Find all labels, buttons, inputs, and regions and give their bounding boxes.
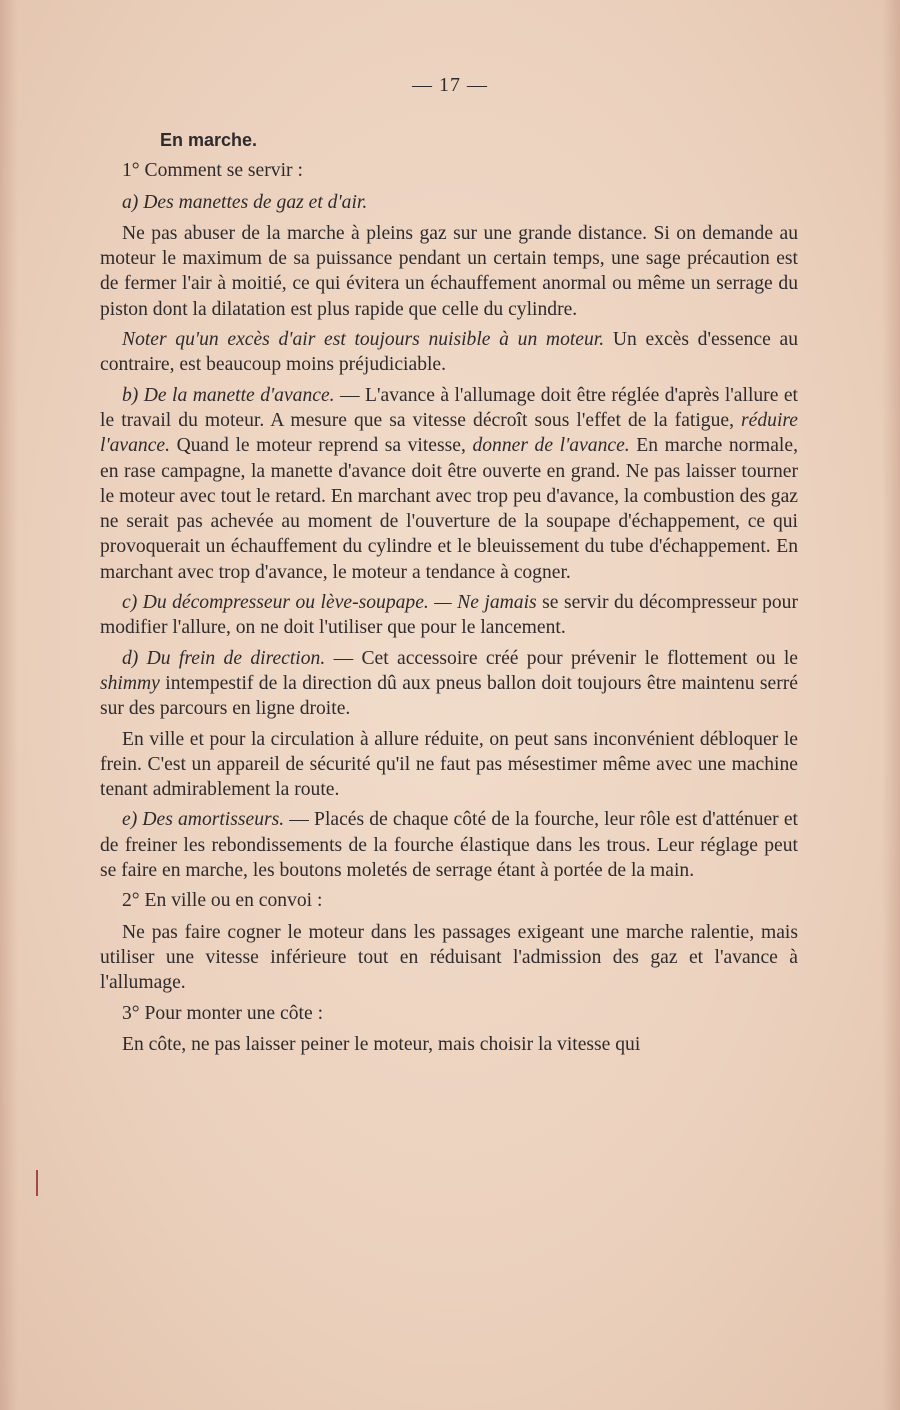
item-b-emphasis-1: réduire l'avance.: [100, 409, 798, 457]
item-a-title: [100, 190, 798, 215]
paragraph-avance: [100, 383, 798, 585]
subsection-1: 1° Comment se servir :: [122, 160, 303, 182]
note-emphasis: Noter qu'un excès d'air est toujours nuisible à un moteur.: [122, 329, 605, 351]
page-edge-left: [0, 0, 18, 1410]
item-e-text: — Placés de chaque côté de la fourche, leur rôle est d'atténuer et de freiner les rebondissements de la fourche élastique dans les trous. Leur réglage peut se faire en marche, les boutons moletés de serrage étant à portée de la main.: [100, 809, 799, 882]
paragraph-exces-air: [100, 327, 798, 378]
page-edge-right: [882, 0, 900, 1410]
paragraph-frein: [100, 646, 798, 722]
page-number: — 17 —: [412, 74, 488, 96]
item-b-text-1: — L'avance à l'allumage doit être réglée d'après l'allure et le travail du moteur. A mesure que sa vitesse décroît sous l'effet de la fatigue,: [100, 384, 798, 431]
paragraph-cote: En côte, ne pas laisser peiner le moteur, mais choisir la vitesse qui: [122, 1033, 641, 1055]
item-d-title: d) Du frein de direction.: [122, 647, 326, 669]
paragraph-convoi: Ne pas faire cogner le moteur dans les passages exigeant une marche ralentie, mais utiliser une vitesse inférieure tout en réduisant l'admission des gaz et l'avance à l'allumage.: [100, 921, 798, 994]
subsection-3: 3° Pour monter une côte :: [122, 1002, 324, 1024]
item-d-emphasis: shimmy: [100, 672, 160, 694]
margin-mark: [36, 1170, 38, 1196]
item-b-text-3: En marche normale, en rase campagne, la manette d'avance doit être ouverte en grand. Ne pas laisser tourner le moteur avec tout le retard. En marchant avec trop peu d'avance, la combustion des gaz ne serait pas achevée au moment de l'ouverture de la soupape d'échappement, ce qui provoquerait un échauffement du cylindre et le bleuissement du tube d'échappement. En marchant avec trop d'avance, le moteur a tendance à cogner.: [100, 435, 798, 583]
paragraph-pleins-gaz: Ne pas abuser de la marche à pleins gaz sur une grande distance. Si on demande au moteur le maximum de sa puissance pendant un certain temps, une sage précaution est de fermer l'air à moitié, ce qui évitera un échauffement anormal ou même un serrage du piston dont la dilatation est plus rapide que celle du cylindre.: [100, 222, 798, 320]
item-d-text-1: — Cet accessoire créé pour prévenir le flottement ou le: [325, 647, 798, 669]
paragraph-decompresseur: [100, 590, 798, 641]
note-rest: Un excès d'essence au contraire, est beaucoup moins préjudiciable.: [100, 329, 798, 376]
item-b-emphasis-2: donner de l'avance.: [472, 435, 630, 457]
subsection-2: 2° En ville ou en convoi :: [122, 890, 323, 912]
paragraph-ville: En ville et pour la circulation à allure réduite, on peut sans inconvénient débloquer le frein. C'est un appareil de sécurité qu'il ne faut pas mésestimer même avec une machine tenant admirablement la route.: [100, 728, 798, 801]
body-text: [100, 128, 798, 1062]
item-b-title: b) De la manette d'avance.: [122, 384, 335, 406]
item-b-text-2: Quand le moteur reprend sa vitesse,: [170, 435, 473, 457]
item-e-title: e) Des amortisseurs.: [122, 809, 285, 831]
section-heading: En marche.: [160, 130, 258, 150]
item-a-title-text: a) Des manettes de gaz et d'air.: [122, 191, 368, 213]
paragraph-amortisseurs: [100, 807, 798, 883]
item-c-text: se servir du décompresseur pour modifier l'allure, on ne doit l'utiliser que pour le lancement.: [100, 592, 799, 639]
item-c-title: c) Du décompresseur ou lève-soupape. — Ne jamais: [122, 592, 537, 614]
item-d-text-2: intempestif de la direction dû aux pneus ballon doit toujours être maintenu serré sur des parcours en ligne droite.: [100, 672, 798, 720]
